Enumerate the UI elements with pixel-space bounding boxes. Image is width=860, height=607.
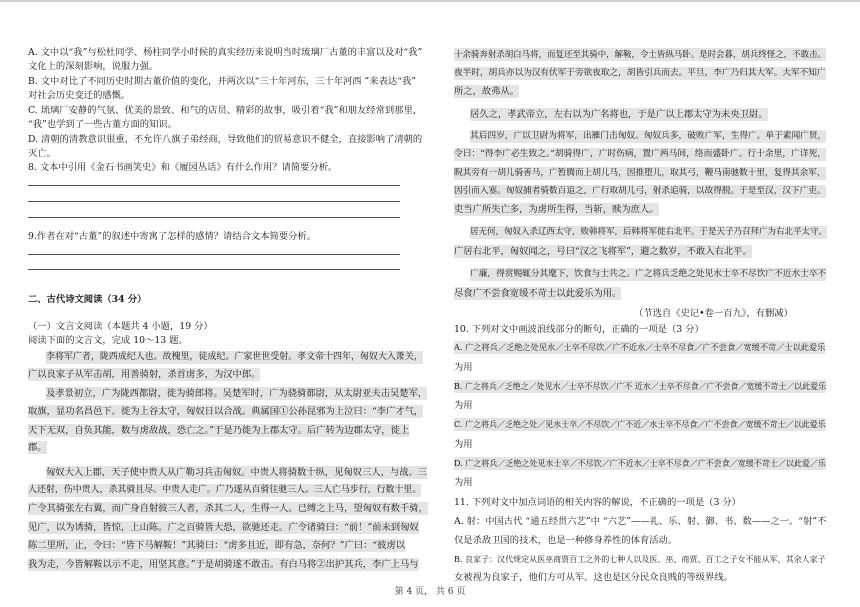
q11-option-line: 女被视为良家子，他们方可从军。这也是区分民众良贱的等级界线。 (454, 572, 733, 583)
question-11: 11. 下列对文中加点词语的相关内容的解说，不正确的一项是（3 分） (454, 497, 741, 508)
answer-line (28, 269, 400, 270)
passage-line: 陈二里所，止，令曰：“皆下马解鞍！”其骑曰：“虏多且近，即有急，奈何？”广曰：“彼虏以 (28, 540, 406, 551)
source-citation: （节选自《史记•卷一百九》，有删减） (634, 308, 793, 319)
passage-line: 见广，以为诱骑，皆惊，上山陈。广之百骑皆大恐，欲驰还走。广令诸骑曰：“前！”前未到匈奴 (28, 522, 419, 533)
passage-line: 人还射，伤中贵人，杀其骑且尽。中贵人走广。广乃遂从百骑往驰三人。三人亡马步行，行数十里。 (28, 485, 422, 495)
passage-line: 居无何，匈奴入杀辽西太守，败韩将军，后韩将军徙右北平。于是天子乃召拜广为右北平太守。 (470, 227, 828, 237)
passage-line: 睨其旁有一胡儿骑善马，广暂腾而上胡儿马，因推堕儿，取其弓，鞭马南驰数十里，复得其余军， (454, 168, 826, 178)
passage-line: 所之，故弗从。 (454, 86, 520, 97)
q10-option-line: A. 广之将兵／乏绝之处见水／士卒不尽饮／广不近水／士卒不尽食／广不尝食／宽缓不苛／士以此爱乐 (454, 342, 826, 352)
question-8: 8. 文本中引用《金石书画笑史》和《履园丛话》有什么作用？请简要分析。 (28, 162, 338, 173)
question-10: 10. 下列对文中画波浪线部分的断句，正确的一项是（3 分） (454, 324, 704, 335)
answer-line (28, 254, 400, 255)
passage-line: 李将军广者，陇西成纪人也。故槐里，徒成纪。广家世世受射。孝文帝十四年，匈奴大入萧关， (46, 352, 423, 362)
passage-line: 尽食广不尝食宽缓不苛士以此爱乐为用。 (454, 288, 622, 299)
page-footer: 第 4 页， 共 6 页 (394, 587, 466, 597)
q10-option-line: 为用 (454, 362, 473, 373)
passage-line: 郡。 (28, 442, 47, 453)
question-9: 9.作者在对“古董”的叙述中寄寓了怎样的感情？请结合文本简要分析。 (28, 231, 316, 242)
passage-line: 令曰：“得李广必生致之。”胡骑得广，广时伤病，置广两马间，络而盛卧广。行十余里，广详死， (454, 149, 827, 159)
passage-line: 天下无双，自负其能，数与虏敌战，恐亡之。”于是乃徙为上郡太守。后广转为边郡太守，徙上 (28, 425, 410, 436)
answer-line (28, 185, 400, 186)
passage-line: 取旗，显功名昌邑下。徙为上谷太守，匈奴日以合战。典属国①公孙昆邪为上泣曰：“李广才气， (28, 406, 424, 417)
passage-line: 居久之，孝武帝立，左右以为广名将也，于是广以上郡太守为未央卫尉。 (470, 109, 768, 120)
passage-line: 其后四岁，广以卫尉为将军，出雁门击匈奴。匈奴兵多，破败广军，生得广。单于素闻广贤， (470, 131, 827, 141)
q7-option-line: D. 清朝的清教意识很重，不允许八旗子弟经商，导致他们的贸易意识不健全，直接影响了清朝的 (28, 134, 423, 145)
answer-line (28, 217, 400, 218)
q10-option-line: 为用 (454, 477, 473, 488)
passage-line: 广令其骑张左右翼，而广身自射彼三人者，杀其二人，生得一人。已缚之上马，望匈奴有数千骑， (28, 503, 428, 514)
q11-option-line: B. 良家子：汉代规定从医巫商贾百工之外的七种人以及医、巫、商贾、百工之子女不能从军，其余人家子 (454, 555, 826, 564)
q7-option-line: “我”也学到了一些古董方面的知识。 (28, 119, 177, 130)
passage-line: 吏当广所失亡多，为虏所生得，当斩，赎为庶人。 (454, 204, 659, 215)
reading-instruction: 阅读下面的文言文，完成 10～13 题。 (28, 335, 188, 346)
q7-option-line: 对社会历史变迁的感慨。 (28, 90, 131, 101)
section-heading: 二、古代诗文阅读（34 分） (28, 294, 147, 305)
passage-line: 匈奴大入上郡，天子使中贵人从广勒习兵击匈奴。中贵人将骑数十纵，见匈奴三人，与战。三 (46, 467, 428, 478)
q7-option-line: C. 琉璃厂安静的气氛、优美的景致、和气的店员、精彩的故事，吸引着“我”和朋友经常到那里， (28, 105, 423, 116)
q7-option-line: 文化上的深刻影响，说服力强。 (28, 61, 159, 72)
passage-line: 广居右北平，匈奴闻之，号曰“汉之飞将军”，避之数岁，不敢入右北平。 (454, 246, 752, 257)
passage-line: 十余骑奔射杀胡白马将，而复还至其骑中，解鞍，令士皆纵马卧。是时会暮，胡兵终怪之，不敢击。 (454, 49, 826, 59)
q10-option-line: 为用 (454, 439, 473, 450)
passage-line: 广以良家子从军击胡，用善骑射，杀首虏多，为汉中郎。 (28, 369, 261, 380)
q10-option-line: D. 广之将兵／乏绝之处见水士卒／不尽饮／广不近水／士卒不尽食／广不尝食／宽缓不苛士／以此爱／乐 (454, 459, 826, 468)
passage-line: 因引而入塞。匈奴捕者骑数百追之，广行取胡儿弓，射杀追骑，以故得脱。于是至汉，汉下广吏。 (454, 186, 826, 196)
q7-option-line: 灭亡。 (28, 148, 56, 159)
q11-option-line: 仅是杀敌卫国的技术，也是一种修身养性的体育活动。 (454, 535, 678, 546)
passage-line: 及孝景初立，广为陇西都尉，徙为骑郎将。吴楚军时，广为骁骑都尉，从太尉亚夫击吴楚军， (46, 388, 428, 399)
q10-option-line: C. 广之将兵／乏绝之处／见水士卒／不尽饮／广不近／水士卒不尽食／广不尝食／宽缓不苛士／以此爱乐 (454, 420, 826, 429)
passage-line: 广廉，得赏赐辄分其麾下，饮食与士共之。广之将兵乏绝之处见水士卒不尽饮广不近水士卒不 (470, 269, 827, 279)
q11-option-line: A. 射：中国古代 “通五经贯六艺”中 “六艺”——礼、乐、射、御、书、数——之一。“射”不 (454, 516, 827, 527)
answer-line (28, 201, 400, 202)
q10-option-line: B. 广之将兵／乏绝之／处见水／士卒不尽饮／广不 近水／士卒不尽食／广不尝食／宽缓不苛士／以此爱乐 (454, 382, 827, 391)
top-border (0, 0, 860, 2)
q7-option-line: B. 文中对比了不同历史时期古董价值的变化，并两次以“三十年河东，三十年河西 ”来表达“我” (28, 76, 416, 87)
passage-line: 夜半时，胡兵亦以为汉有伏军于旁欲夜取之，胡皆引兵而去。平旦，李广乃归其大军。大军不知广 (454, 68, 826, 78)
q7-option-line: A. 文中以“我”与松杜同学、杨柱同学小时候的真实经历来说明当时琉璃厂古董的丰富以及对“我” (28, 47, 423, 58)
q10-option-line: 为用 (454, 400, 473, 411)
subsection-heading: （一）文言文阅读（本题共 4 小题，19 分） (28, 321, 213, 332)
passage-line: 我为走，今皆解鞍以示不走，用坚其意。”于是胡骑遂不敢击。有白马将②出护其兵，李广上马与 (28, 559, 419, 570)
